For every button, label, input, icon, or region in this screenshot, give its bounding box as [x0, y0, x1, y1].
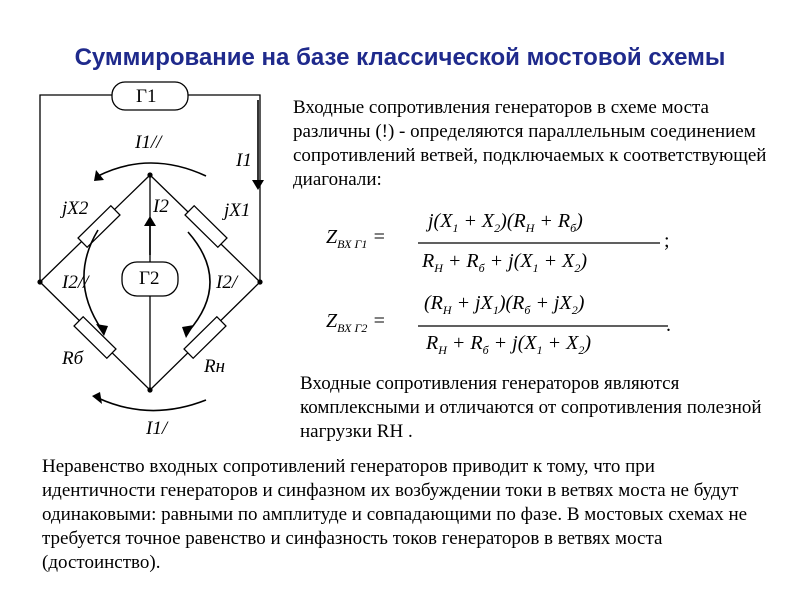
label-jx1: jX1 [224, 200, 251, 221]
label-i1-d: I1/ [146, 418, 168, 439]
node-right [257, 279, 262, 284]
arrow-i2-d [188, 232, 210, 332]
label-i2: I2 [153, 196, 169, 217]
formula-1-semicolon: ; [664, 230, 670, 252]
resistor-rn [184, 317, 226, 359]
label-jx2: jX2 [62, 198, 89, 219]
paragraph-complex-impedances: Входные сопротивления генераторов являются комплексными и отличаются от сопротивления полезной нагрузки RН . [300, 373, 762, 442]
resistor-jx1 [185, 206, 227, 248]
label-i2-dd: I2// [62, 272, 89, 293]
paragraph-conclusion: Неравенство входных сопротивлений генераторов приводит к тому, что при идентичности генераторов и синфазном их возбуждении токи в ветвях моста не будут одинаковыми: равными по амплитуде и совпадающими по фазе. В мостовых схемах не требуется точное равенство и синфазность токов генераторов в ветвях моста (достоинство). [42, 456, 748, 573]
label-i1: I1 [236, 150, 252, 171]
slide-title: Суммирование на базе классической мостовой схемы [74, 44, 726, 71]
label-rb: Rб [62, 348, 84, 369]
formula-2-denominator: $R_Н + R_б + j(X_1 + X_2)$ [426, 332, 591, 357]
formula-1-denominator: $R_Н + R_б + j(X_1 + X_2)$ [422, 250, 587, 275]
label-i1-dd: I1// [135, 132, 162, 153]
node-left [37, 279, 42, 284]
formula-2-period: . [666, 314, 671, 336]
label-i2-d: I2/ [216, 272, 238, 293]
node-bottom [147, 387, 152, 392]
label-rn: Rн [204, 356, 226, 377]
formula-1-numerator: $j(X_1 + X_2)(R_Н + R_б)$ [428, 210, 583, 235]
arrowhead-i1 [252, 180, 264, 190]
node-top [147, 172, 152, 177]
wire-left-top [40, 95, 112, 282]
wire-right-top [188, 95, 260, 282]
arrow-i1-d [98, 398, 206, 411]
formula-2-lhs: $Z_{ВХ Г2}$ = [326, 310, 386, 335]
arrowhead-i2-d [182, 325, 194, 338]
formula-1-lhs: $Z_{ВХ Г1}$ = [326, 226, 386, 251]
paragraph-input-impedances: Входные сопротивления генераторов в схеме моста различны (!) - определяются параллельным соединением сопротивлений ветвей, подключаемых к соответствующей диагонали: [293, 97, 767, 190]
arrowhead-i1-dd [94, 170, 104, 181]
label-g1: Г1 [136, 86, 157, 107]
arrowhead-i1-d [92, 392, 102, 404]
label-g2: Г2 [139, 268, 160, 289]
formula-2-numerator: $(R_Н + jX_1)(R_б + jX_2)$ [424, 292, 585, 317]
